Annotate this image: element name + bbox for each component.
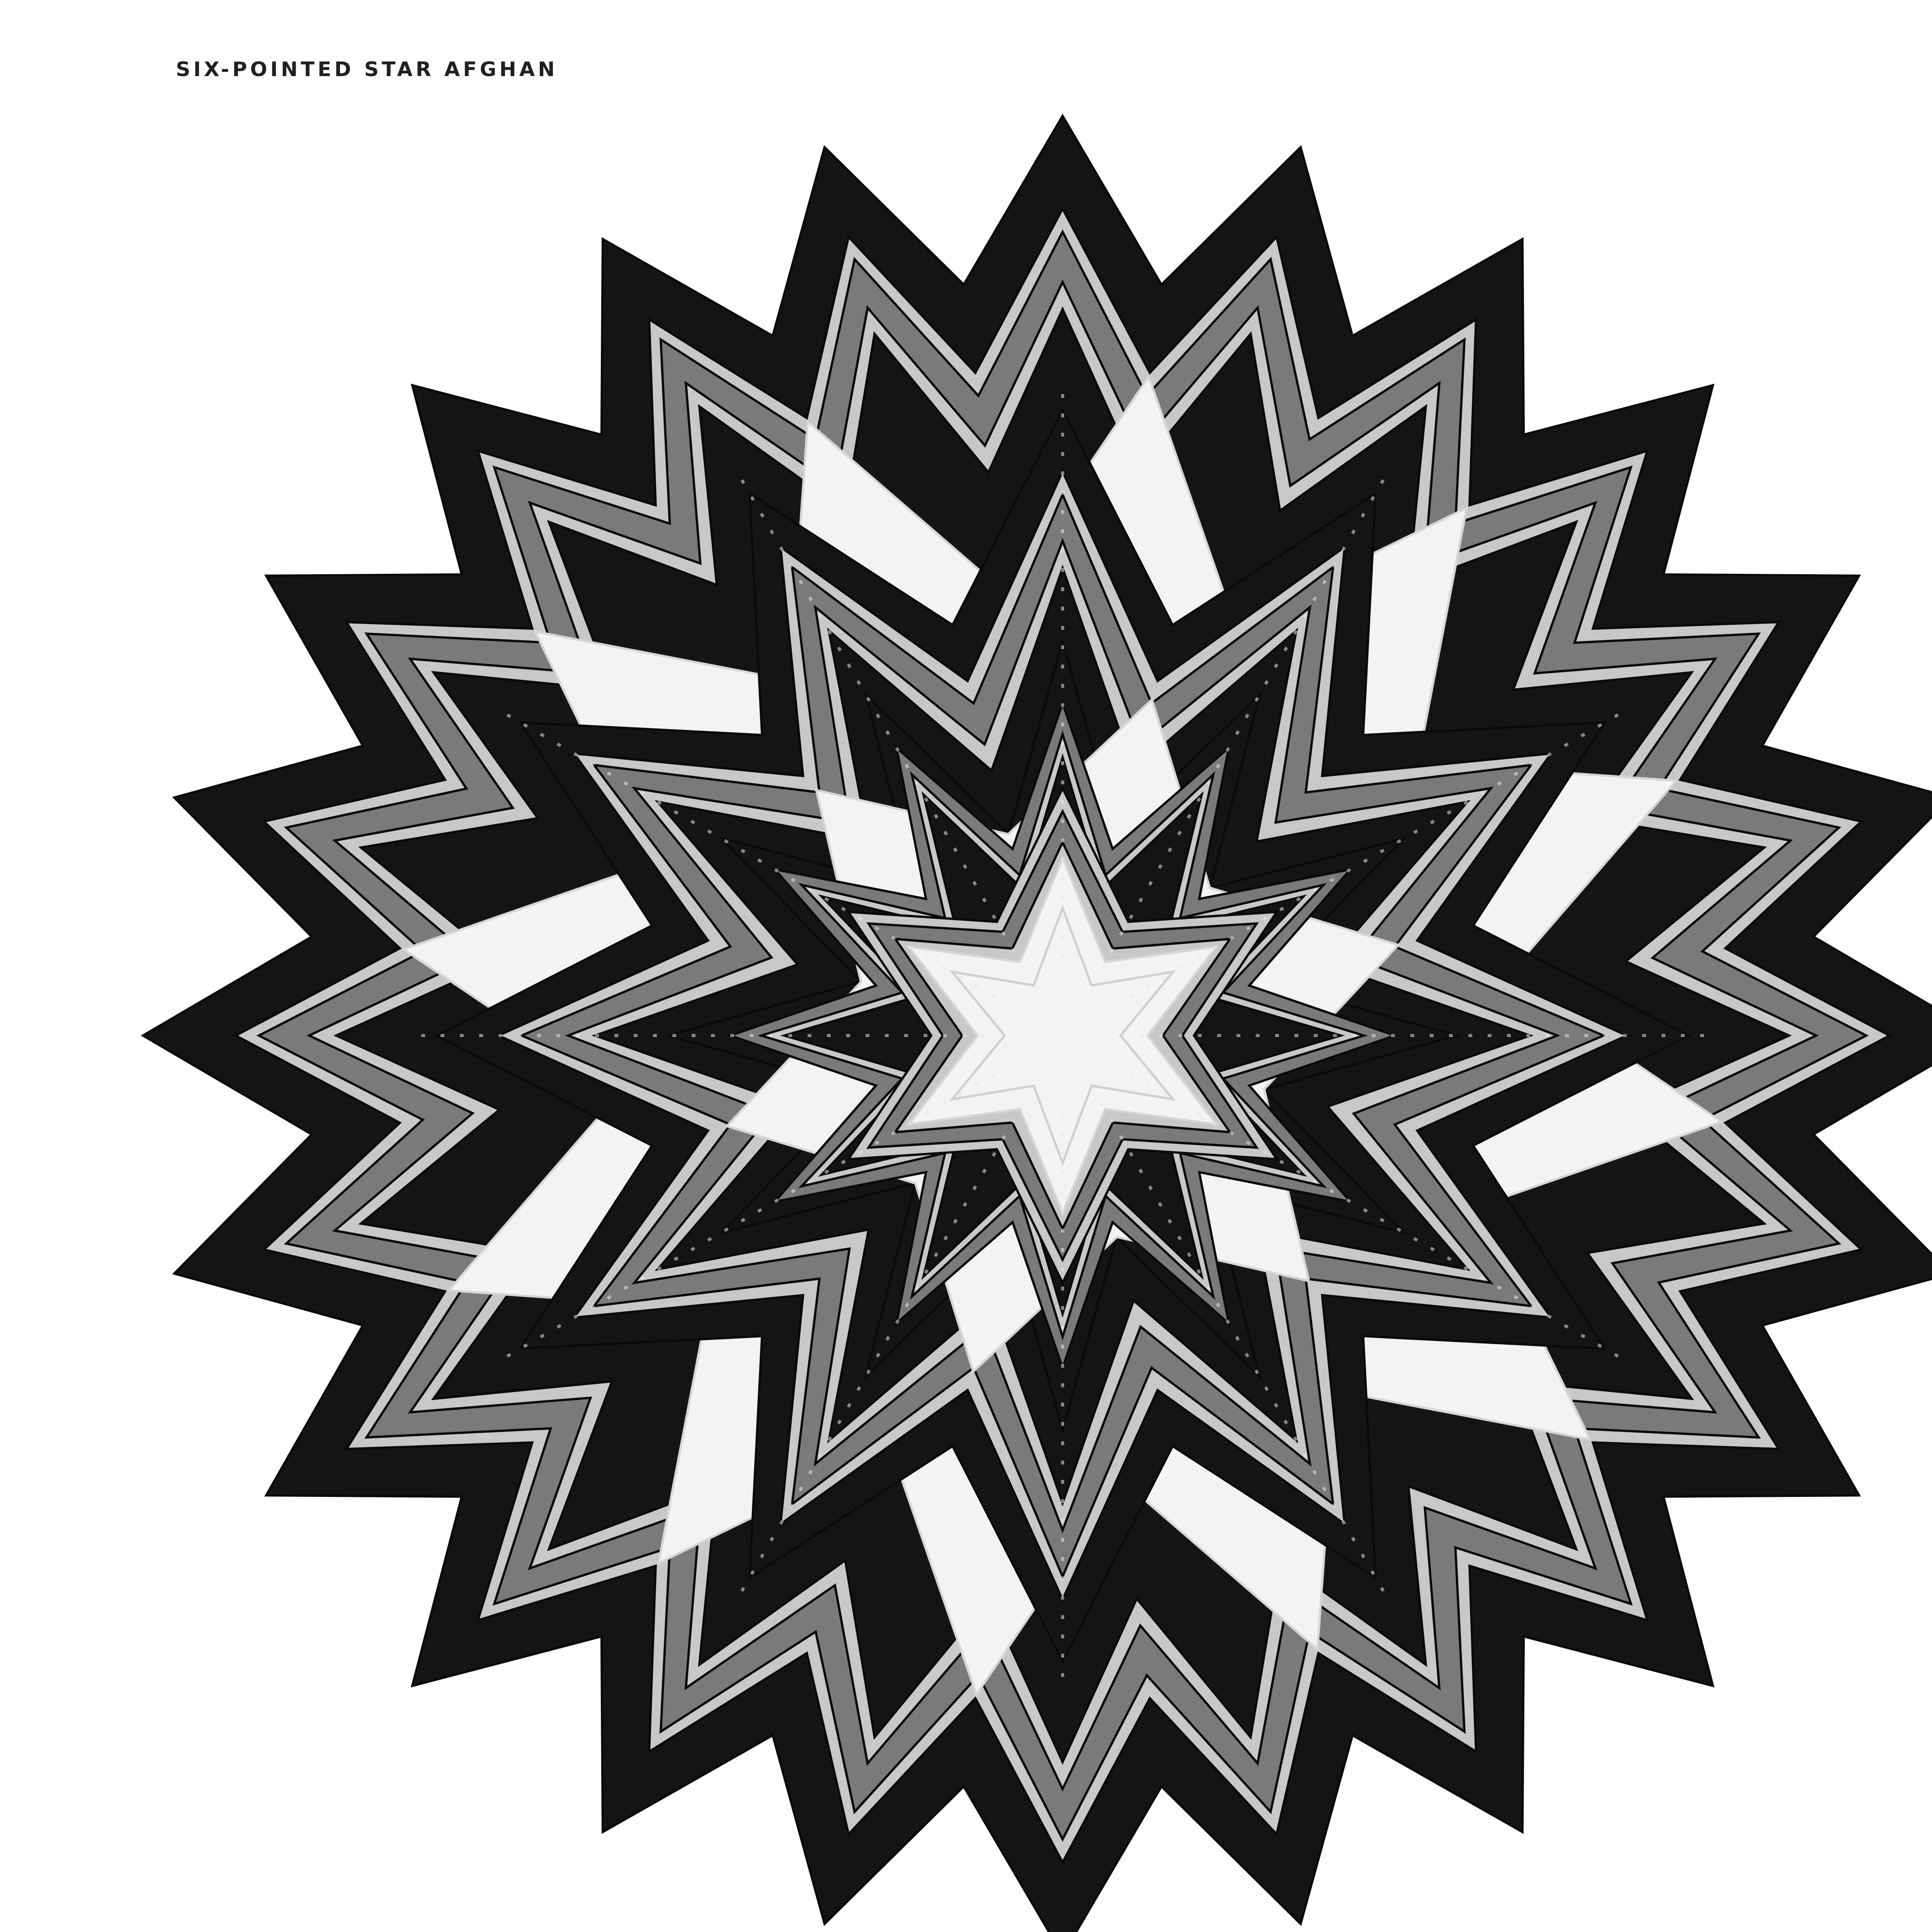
star-afghan-image	[116, 54, 1932, 1932]
page-header: SIX-POINTED STAR AFGHAN	[176, 58, 558, 81]
afghan-photo	[116, 54, 1932, 1932]
